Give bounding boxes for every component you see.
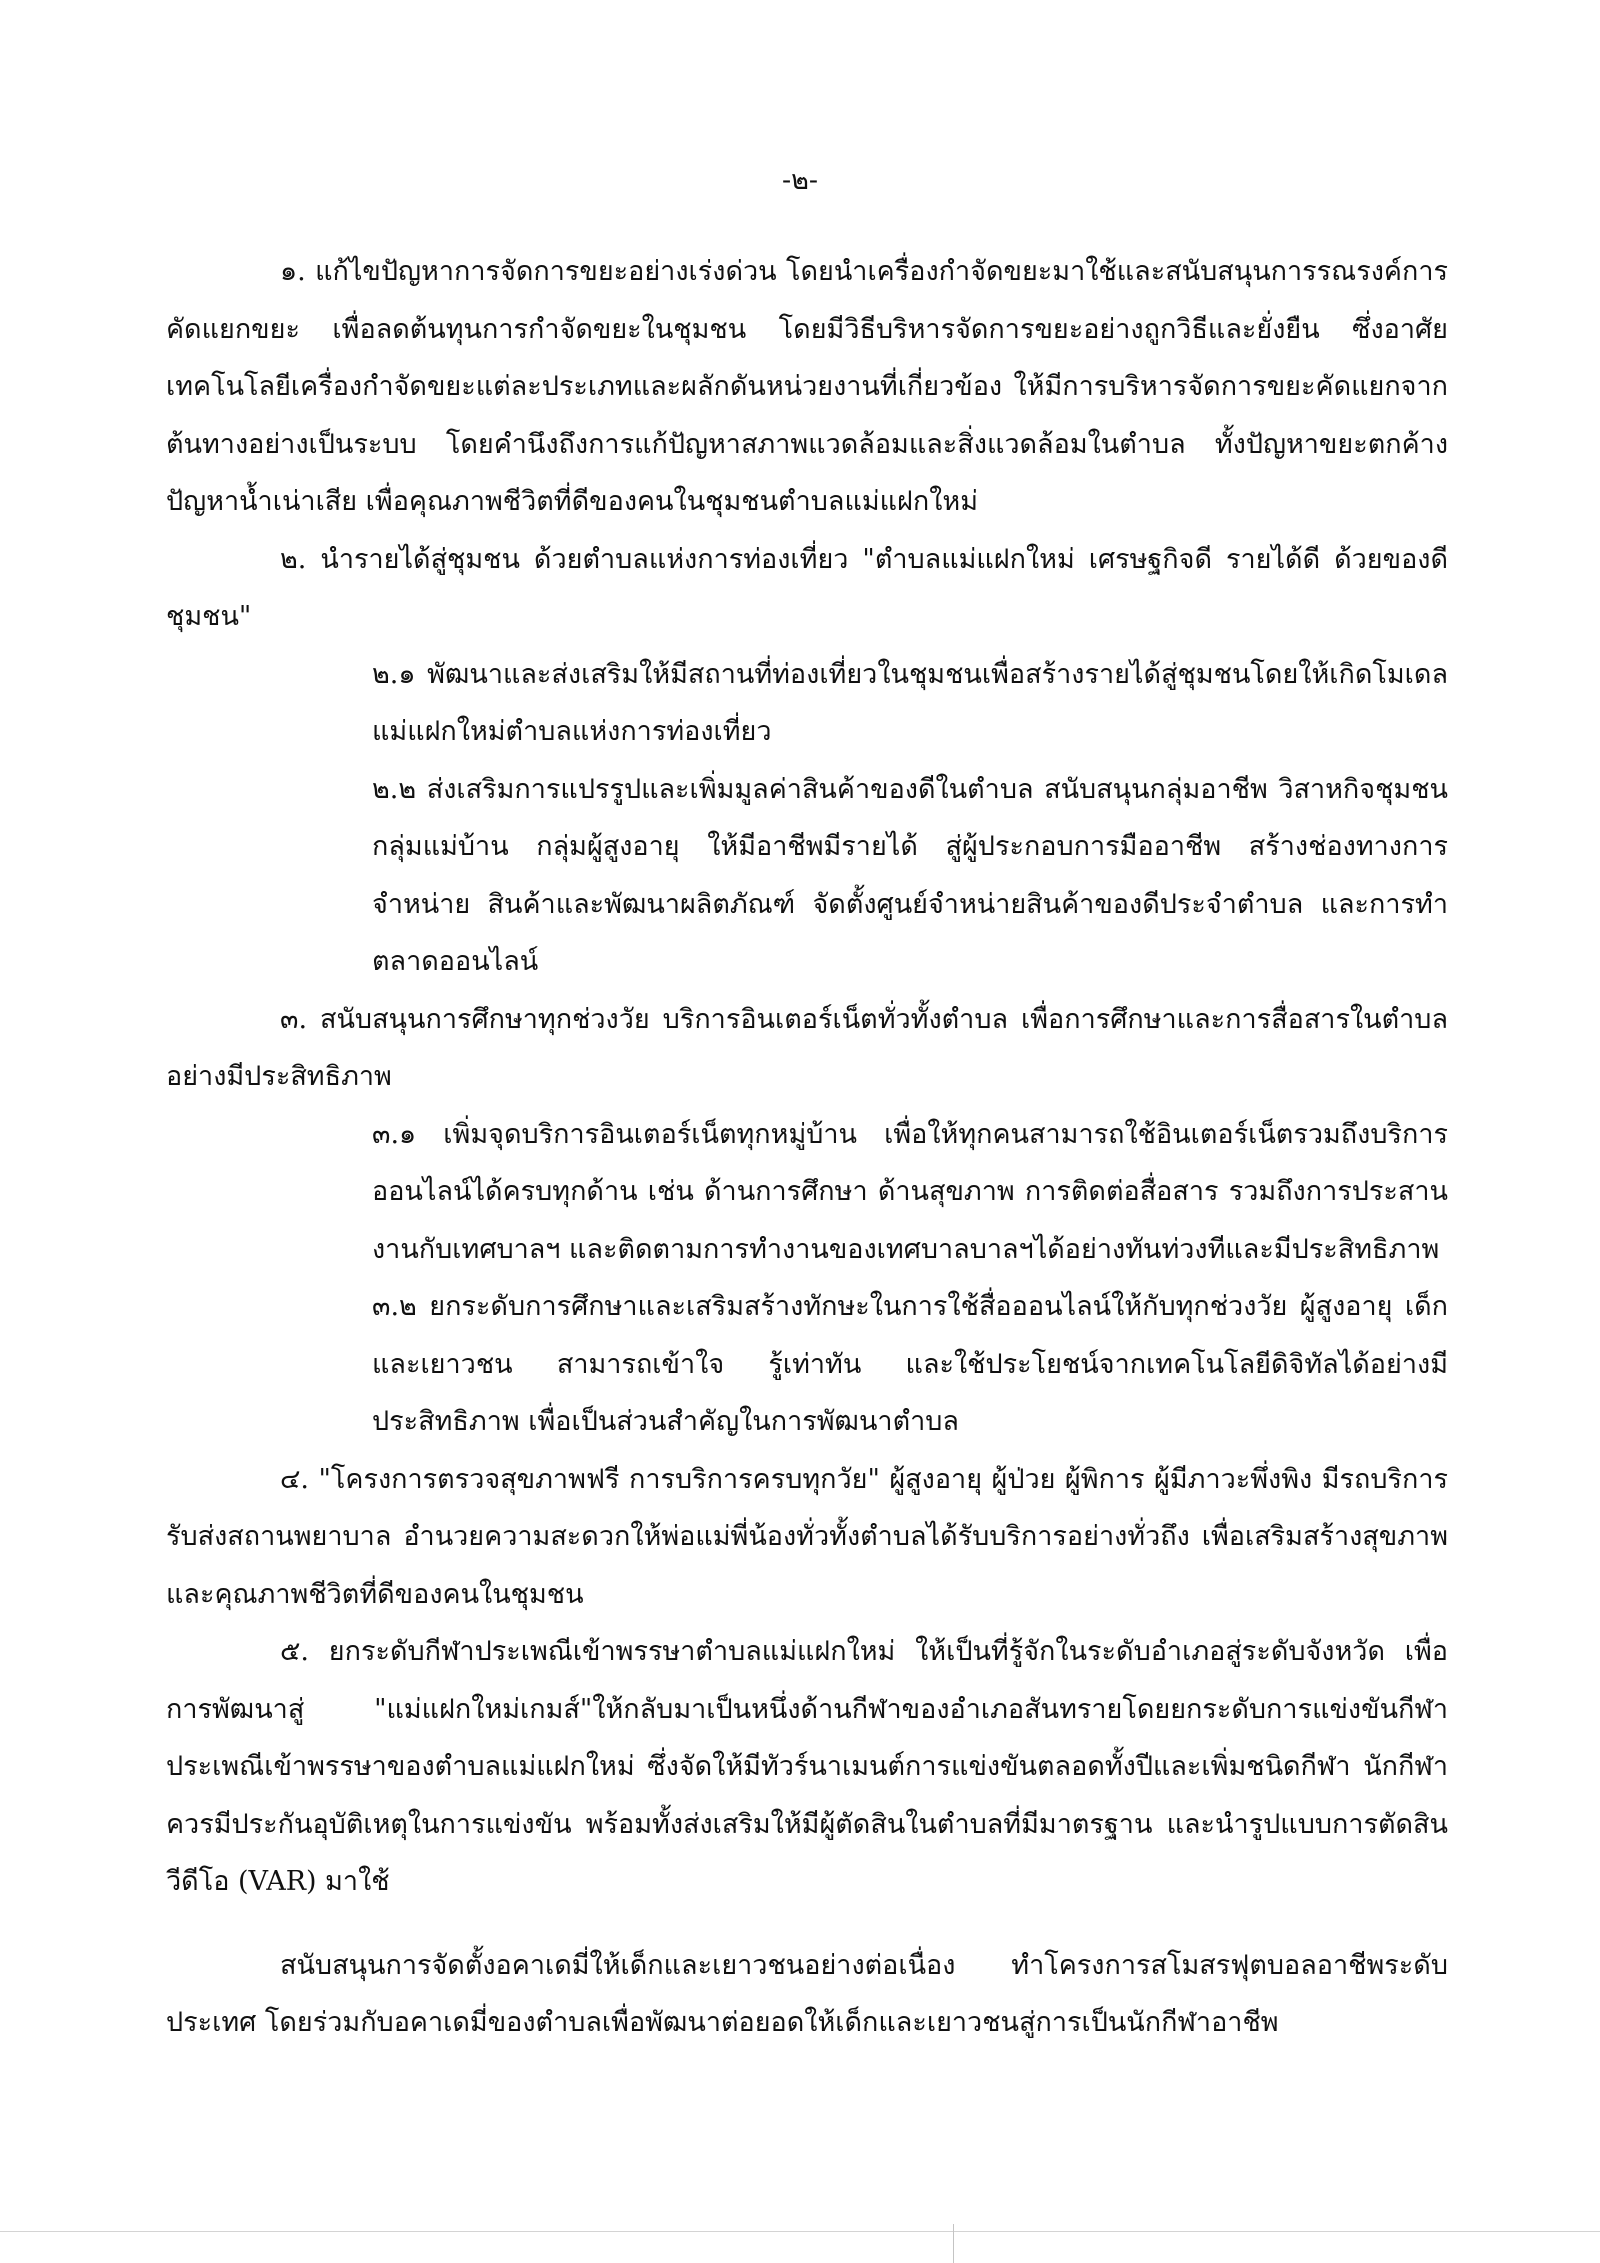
paragraph-item-2-1-tourist-attractions: ๒.๑ พัฒนาและส่งเสริมให้มีสถานที่ท่องเที่ยวในชุมชนเพื่อสร้างรายได้สู่ชุมชนโดยให้เกิดโมเดล แม่แฝกใหม่ตำบลแห่งการท่องเที่ยว [372, 658, 1448, 747]
bottom-scan-tick [953, 2224, 954, 2263]
bottom-scan-line [0, 2231, 1600, 2232]
paragraph-item-1-waste-management: ๑. แก้ไขปัญหาการจัดการขยะอย่างเร่งด่วน โดยนำเครื่องกำจัดขยะมาใช้และสนับสนุนการรณรงค์การคัดแยกขยะ เพื่อลดต้นทุนการกำจัดขยะในชุมชน โดยมีวิธีบริหารจัดการขยะอย่างถูกวิธีและยั่งยืน ซึ่งอาศัยเทคโนโลยีเครื่องกำจัดขยะแต่ละประเภทและผลักดันหน่วยงานที่เกี่ยวข้อง ให้มีการบริหารจัดการขยะคัดแยกจากต้นทางอย่างเป็นระบบ โดยคำนึงถึงการแก้ปัญหาสภาพแวดล้อมและสิ่งแวดล้อมในตำบล ทั้งปัญหาขยะตกค้าง ปัญหาน้ำเน่าเสีย เพื่อคุณภาพชีวิตที่ดีของคนในชุมชนตำบลแม่แฝกใหม่ [166, 256, 1448, 517]
paragraph-academy-support: สนับสนุนการจัดตั้งอคาเดมี่ให้เด็กและเยาวชนอย่างต่อเนื่อง ทำโครงการสโมสรฟุตบอลอาชีพระดับประเทศ โดยร่วมกับอคาเดมี่ของตำบลเพื่อพัฒนาต่อยอดให้เด็กและเยาวชนสู่การเป็นนักกีฬาอาชีพ [166, 1949, 1448, 2038]
paragraph-item-2-tourism-income: ๒. นำรายได้สู่ชุมชน ด้วยตำบลแห่งการท่องเที่ยว "ตำบลแม่แฝกใหม่ เศรษฐกิจดี รายได้ดี ด้วยของดีชุมชน" [166, 543, 1448, 632]
paragraph-item-3-1-internet-points: ๓.๑ เพิ่มจุดบริการอินเตอร์เน็ตทุกหมู่บ้าน เพื่อให้ทุกคนสามารถใช้อินเตอร์เน็ตรวมถึงบริการออนไลน์ได้ครบทุกด้าน เช่น ด้านการศึกษา ด้านสุขภาพ การติดต่อสื่อสาร รวมถึงการประสานงานกับเทศบาลฯ และติดตามการทำงานของเทศบาลบาลฯได้อย่างทันท่วงทีและมีประสิทธิภาพ [372, 1118, 1448, 1265]
page-number: -๒- [781, 165, 819, 196]
paragraph-item-4-health-checkup: ๔. "โครงการตรวจสุขภาพฟรี การบริการครบทุกวัย" ผู้สูงอายุ ผู้ป่วย ผู้พิการ ผู้มีภาวะพึ่งพิง มีรถบริการรับส่งสถานพยาบาล อำนวยความสะดวกให้พ่อแม่พี่น้องทั่วทั้งตำบลได้รับบริการอย่างทั่วถึง เพื่อเสริมสร้างสุขภาพและคุณภาพชีวิตที่ดีของคนในชุมชน [166, 1463, 1448, 1610]
document-body [166, 243, 1448, 2052]
paragraph-item-3-education-internet: ๓. สนับสนุนการศึกษาทุกช่วงวัย บริการอินเตอร์เน็ตทั่วทั้งตำบล เพื่อการศึกษาและการสื่อสารในตำบลอย่างมีประสิทธิภาพ [166, 1003, 1448, 1092]
paragraph-item-2-2-product-promotion: ๒.๒ ส่งเสริมการแปรรูปและเพิ่มมูลค่าสินค้าของดีในตำบล สนับสนุนกลุ่มอาชีพ วิสาหกิจชุมชน กลุ่มแม่บ้าน กลุ่มผู้สูงอายุ ให้มีอาชีพมีรายได้ สู่ผู้ประกอบการมืออาชีพ สร้างช่องทางการจำหน่าย สินค้าและพัฒนาผลิตภัณฑ์ จัดตั้งศูนย์จำหน่ายสินค้าของดีประจำตำบล และการทำตลาดออนไลน์ [372, 773, 1448, 977]
paragraph-item-3-2-online-skills: ๓.๒ ยกระดับการศึกษาและเสริมสร้างทักษะในการใช้สื่อออนไลน์ให้กับทุกช่วงวัย ผู้สูงอายุ เด็กและเยาวชน สามารถเข้าใจ รู้เท่าทัน และใช้ประโยชน์จากเทคโนโลยีดิจิทัลได้อย่างมีประสิทธิภาพ เพื่อเป็นส่วนสำคัญในการพัฒนาตำบล [372, 1291, 1448, 1437]
paragraph-item-5-sports-tradition: ๕. ยกระดับกีฬาประเพณีเข้าพรรษาตำบลแม่แฝกใหม่ ให้เป็นที่รู้จักในระดับอำเภอสู่ระดับจังหวัด เพื่อการพัฒนาสู่ "แม่แฝกใหม่เกมส์"ให้กลับมาเป็นหนึ่งด้านกีฬาของอำเภอสันทรายโดยยกระดับการแข่งขันกีฬาประเพณีเข้าพรรษาของตำบลแม่แฝกใหม่ ซึ่งจัดให้มีทัวร์นาเมนต์การแข่งขันตลอดทั้งปีและเพิ่มชนิดกีฬา นักกีฬาควรมีประกันอุบัติเหตุในการแข่งขัน พร้อมทั้งส่งเสริมให้มีผู้ตัดสินในตำบลที่มีมาตรฐาน และนำรูปแบบการตัดสินวีดีโอ (VAR) มาใช้ [166, 1636, 1448, 1897]
